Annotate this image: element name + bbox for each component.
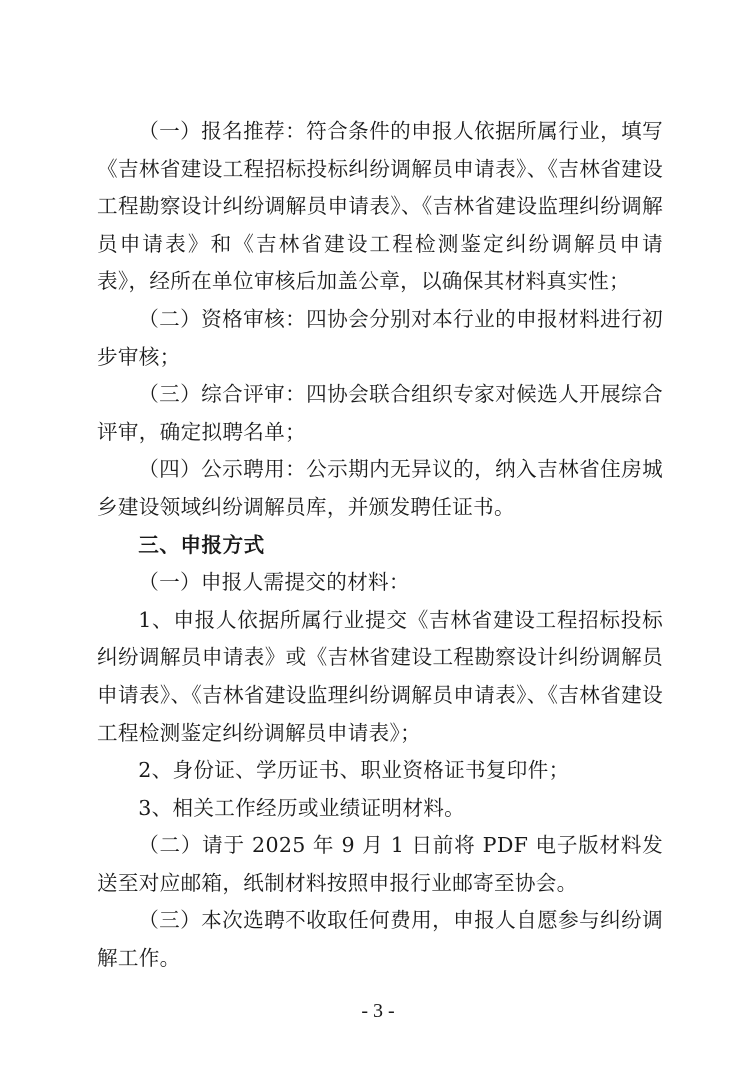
paragraph-qualification-review: （二）资格审核：四协会分别对本行业的申报材料进行初步审核； bbox=[97, 306, 663, 369]
list-item-id-copies: 2、身份证、学历证书、职业资格证书复印件； bbox=[138, 758, 570, 783]
paragraph-comprehensive-review: （三）综合评审：四协会联合组织专家对候选人开展综合评审，确定拟聘名单； bbox=[97, 382, 663, 444]
paragraph-registration: （一）报名推荐：符合条件的申报人依据所属行业，填写《吉林省建设工程招标投标纠纷调解员申请表》、《吉林省建设工程勘察设计纠纷调解员申请表》、《吉林省建设监理纠纷调解员申请表》和《吉林省建设工程检测鉴定纠纷调解员申请表》，经所在单位审核后加盖公章，以确保其材料真实性； bbox=[97, 119, 663, 294]
list-item-application-form: 1、申报人依据所属行业提交《吉林省建设工程招标投标纠纷调解员申请表》或《吉林省建设工程勘察设计纠纷调解员申请表》、《吉林省建设监理纠纷调解员申请表》、《吉林省建设工程检测鉴定纠纷调解员申请表》； bbox=[97, 607, 663, 745]
section-heading: 三、申报方式 bbox=[138, 532, 265, 557]
paragraph-required-materials: （一）申报人需提交的材料： bbox=[138, 570, 410, 595]
list-item-work-proof: 3、相关工作经历或业绩证明材料。 bbox=[138, 795, 465, 820]
paragraph-submission-deadline: （二）请于 2025 年 9 月 1 日前将 PDF 电子版材料发送至对应邮箱，纸制材料按照申报行业邮寄至协会。 bbox=[97, 833, 663, 895]
page-number: - 3 - bbox=[361, 1000, 395, 1022]
paragraph-public-appointment: （四）公示聘用：公示期内无异议的，纳入吉林省住房城乡建设领域纠纷调解员库，并颁发聘任证书。 bbox=[97, 457, 663, 519]
document-body bbox=[97, 113, 663, 978]
paragraph-no-fee: （三）本次选聘不收取任何费用，申报人自愿参与纠纷调解工作。 bbox=[97, 908, 663, 971]
